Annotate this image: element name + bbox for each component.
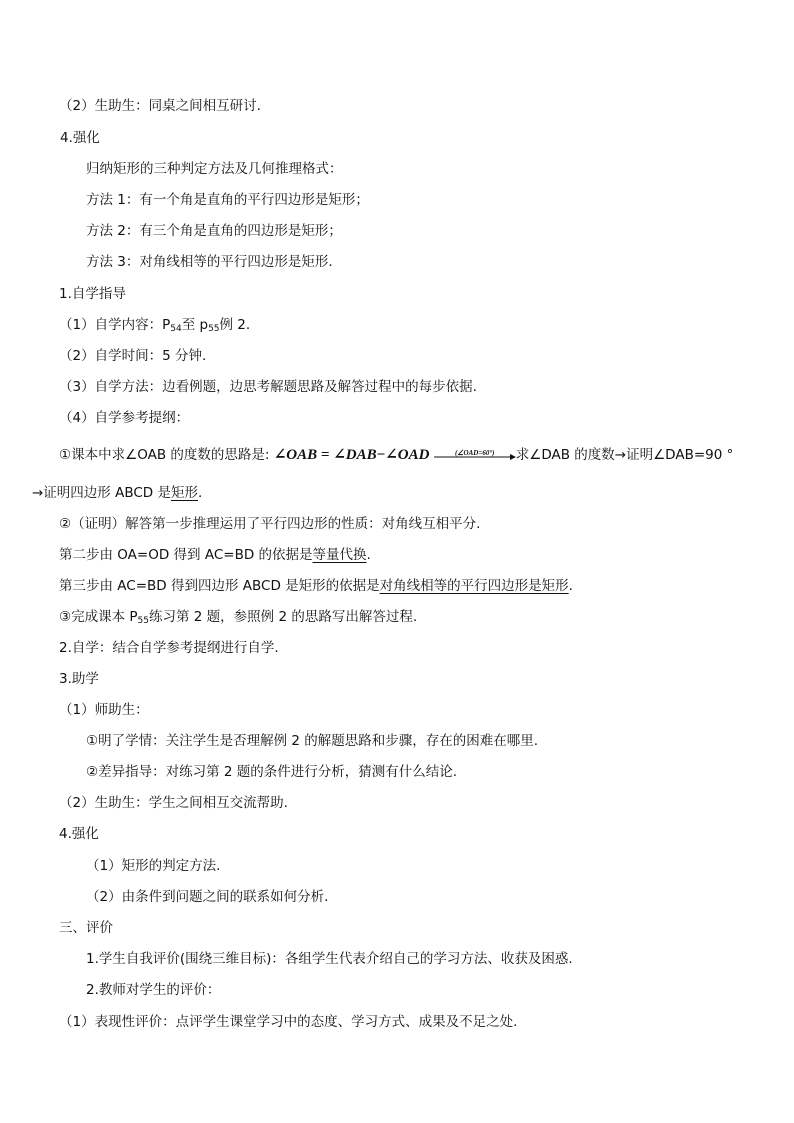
text-line: [59, 577, 573, 595]
condition-arrow: [434, 446, 516, 464]
text-line: [32, 484, 202, 502]
arrow-label: (∠OAD=60°): [454, 449, 495, 457]
section-heading: 3.助学: [59, 671, 99, 687]
underlined-answer: 对角线相等的平行四边形是矩形: [379, 578, 569, 594]
text-line: （2）由条件到问题之间的联系如何分析.: [86, 889, 329, 905]
section-heading: 三、评价: [59, 920, 113, 936]
text-line: ①明了学情：关注学生是否理解例 2 的解题思路和步骤，存在的困难在哪里.: [86, 733, 539, 749]
text-segment: 至 p: [181, 317, 209, 333]
text-segment: .: [197, 485, 203, 501]
text-segment: 例 2.: [219, 317, 251, 333]
text-line: （2）生助生：学生之间相互交流帮助.: [59, 795, 288, 811]
text-line: （2）生助生：同桌之间相互研讨.: [59, 98, 261, 114]
text-line: （2）自学时间：5 分钟.: [59, 348, 207, 364]
text-line: 1.学生自我评价(围绕三维目标)：各组学生代表介绍自己的学习方法、收获及困惑.: [86, 951, 573, 967]
text-line: 方法 3：对角线相等的平行四边形是矩形.: [86, 254, 333, 270]
text-line: [59, 608, 417, 630]
text-line: 方法 1：有一个角是直角的平行四边形是矩形；: [86, 192, 369, 208]
text-line: （4）自学参考提纲：: [59, 410, 190, 426]
text-segment: ③完成课本 P: [59, 609, 138, 625]
text-line-formula: [59, 446, 733, 464]
underlined-answer: 等量代换: [312, 547, 367, 563]
text-line: （1）师助生：: [59, 702, 149, 718]
text-line: 2.自学：结合自学参考提纲进行自学.: [59, 640, 279, 656]
text-line: （1）表现性评价：点评学生课堂学习中的态度、学习方式、成果及不足之处.: [59, 1014, 518, 1030]
text-line: ②差异指导：对练习第 2 题的条件进行分析，猜测有什么结论.: [86, 764, 458, 780]
text-line: ②（证明）解答第一步推理运用了平行四边形的性质：对角线互相平分.: [59, 516, 481, 532]
text-segment: （1）自学内容：P: [59, 317, 171, 333]
formula-part: ∠OAB = ∠DAB: [273, 447, 377, 463]
text-line: 2.教师对学生的评价：: [86, 982, 221, 998]
subscript: 55: [137, 616, 149, 626]
text-line: 归纳矩形的三种判定方法及几何推理格式：: [86, 161, 343, 177]
section-heading: 4.强化: [59, 826, 99, 842]
text-segment: 求∠DAB 的度数→证明∠DAB=90 °: [515, 447, 734, 463]
subscript: 54: [170, 324, 182, 334]
text-line: （1）矩形的判定方法.: [86, 858, 221, 874]
right-arrow-icon: [434, 453, 516, 461]
text-segment: .: [568, 578, 573, 594]
text-segment: ①课本中求∠OAB 的度数的思路是:: [59, 447, 270, 463]
text-segment: 练习第 2 题，参照例 2 的思路写出解答过程.: [149, 609, 418, 625]
text-segment: 第三步由 AC=BD 得到四边形 ABCD 是矩形的依据是: [59, 578, 380, 594]
text-line: [59, 316, 250, 338]
text-line: [59, 546, 371, 564]
text-line: （3）自学方法：边看例题，边思考解题思路及解答过程中的每步依据.: [59, 379, 477, 395]
text-line: 方法 2：有三个角是直角的四边形是矩形；: [86, 223, 342, 239]
section-heading: 1.自学指导: [59, 286, 126, 302]
formula-part: ∠OAD: [385, 447, 430, 463]
section-heading: 4.强化: [60, 130, 100, 146]
text-segment: 第二步由 OA=OD 得到 AC=BD 的依据是: [59, 547, 313, 563]
minus-sign: −: [376, 447, 386, 463]
subscript: 55: [208, 324, 220, 334]
underlined-answer: 矩形: [170, 485, 198, 501]
text-segment: →证明四边形 ABCD 是: [32, 485, 171, 501]
text-segment: .: [366, 547, 371, 563]
